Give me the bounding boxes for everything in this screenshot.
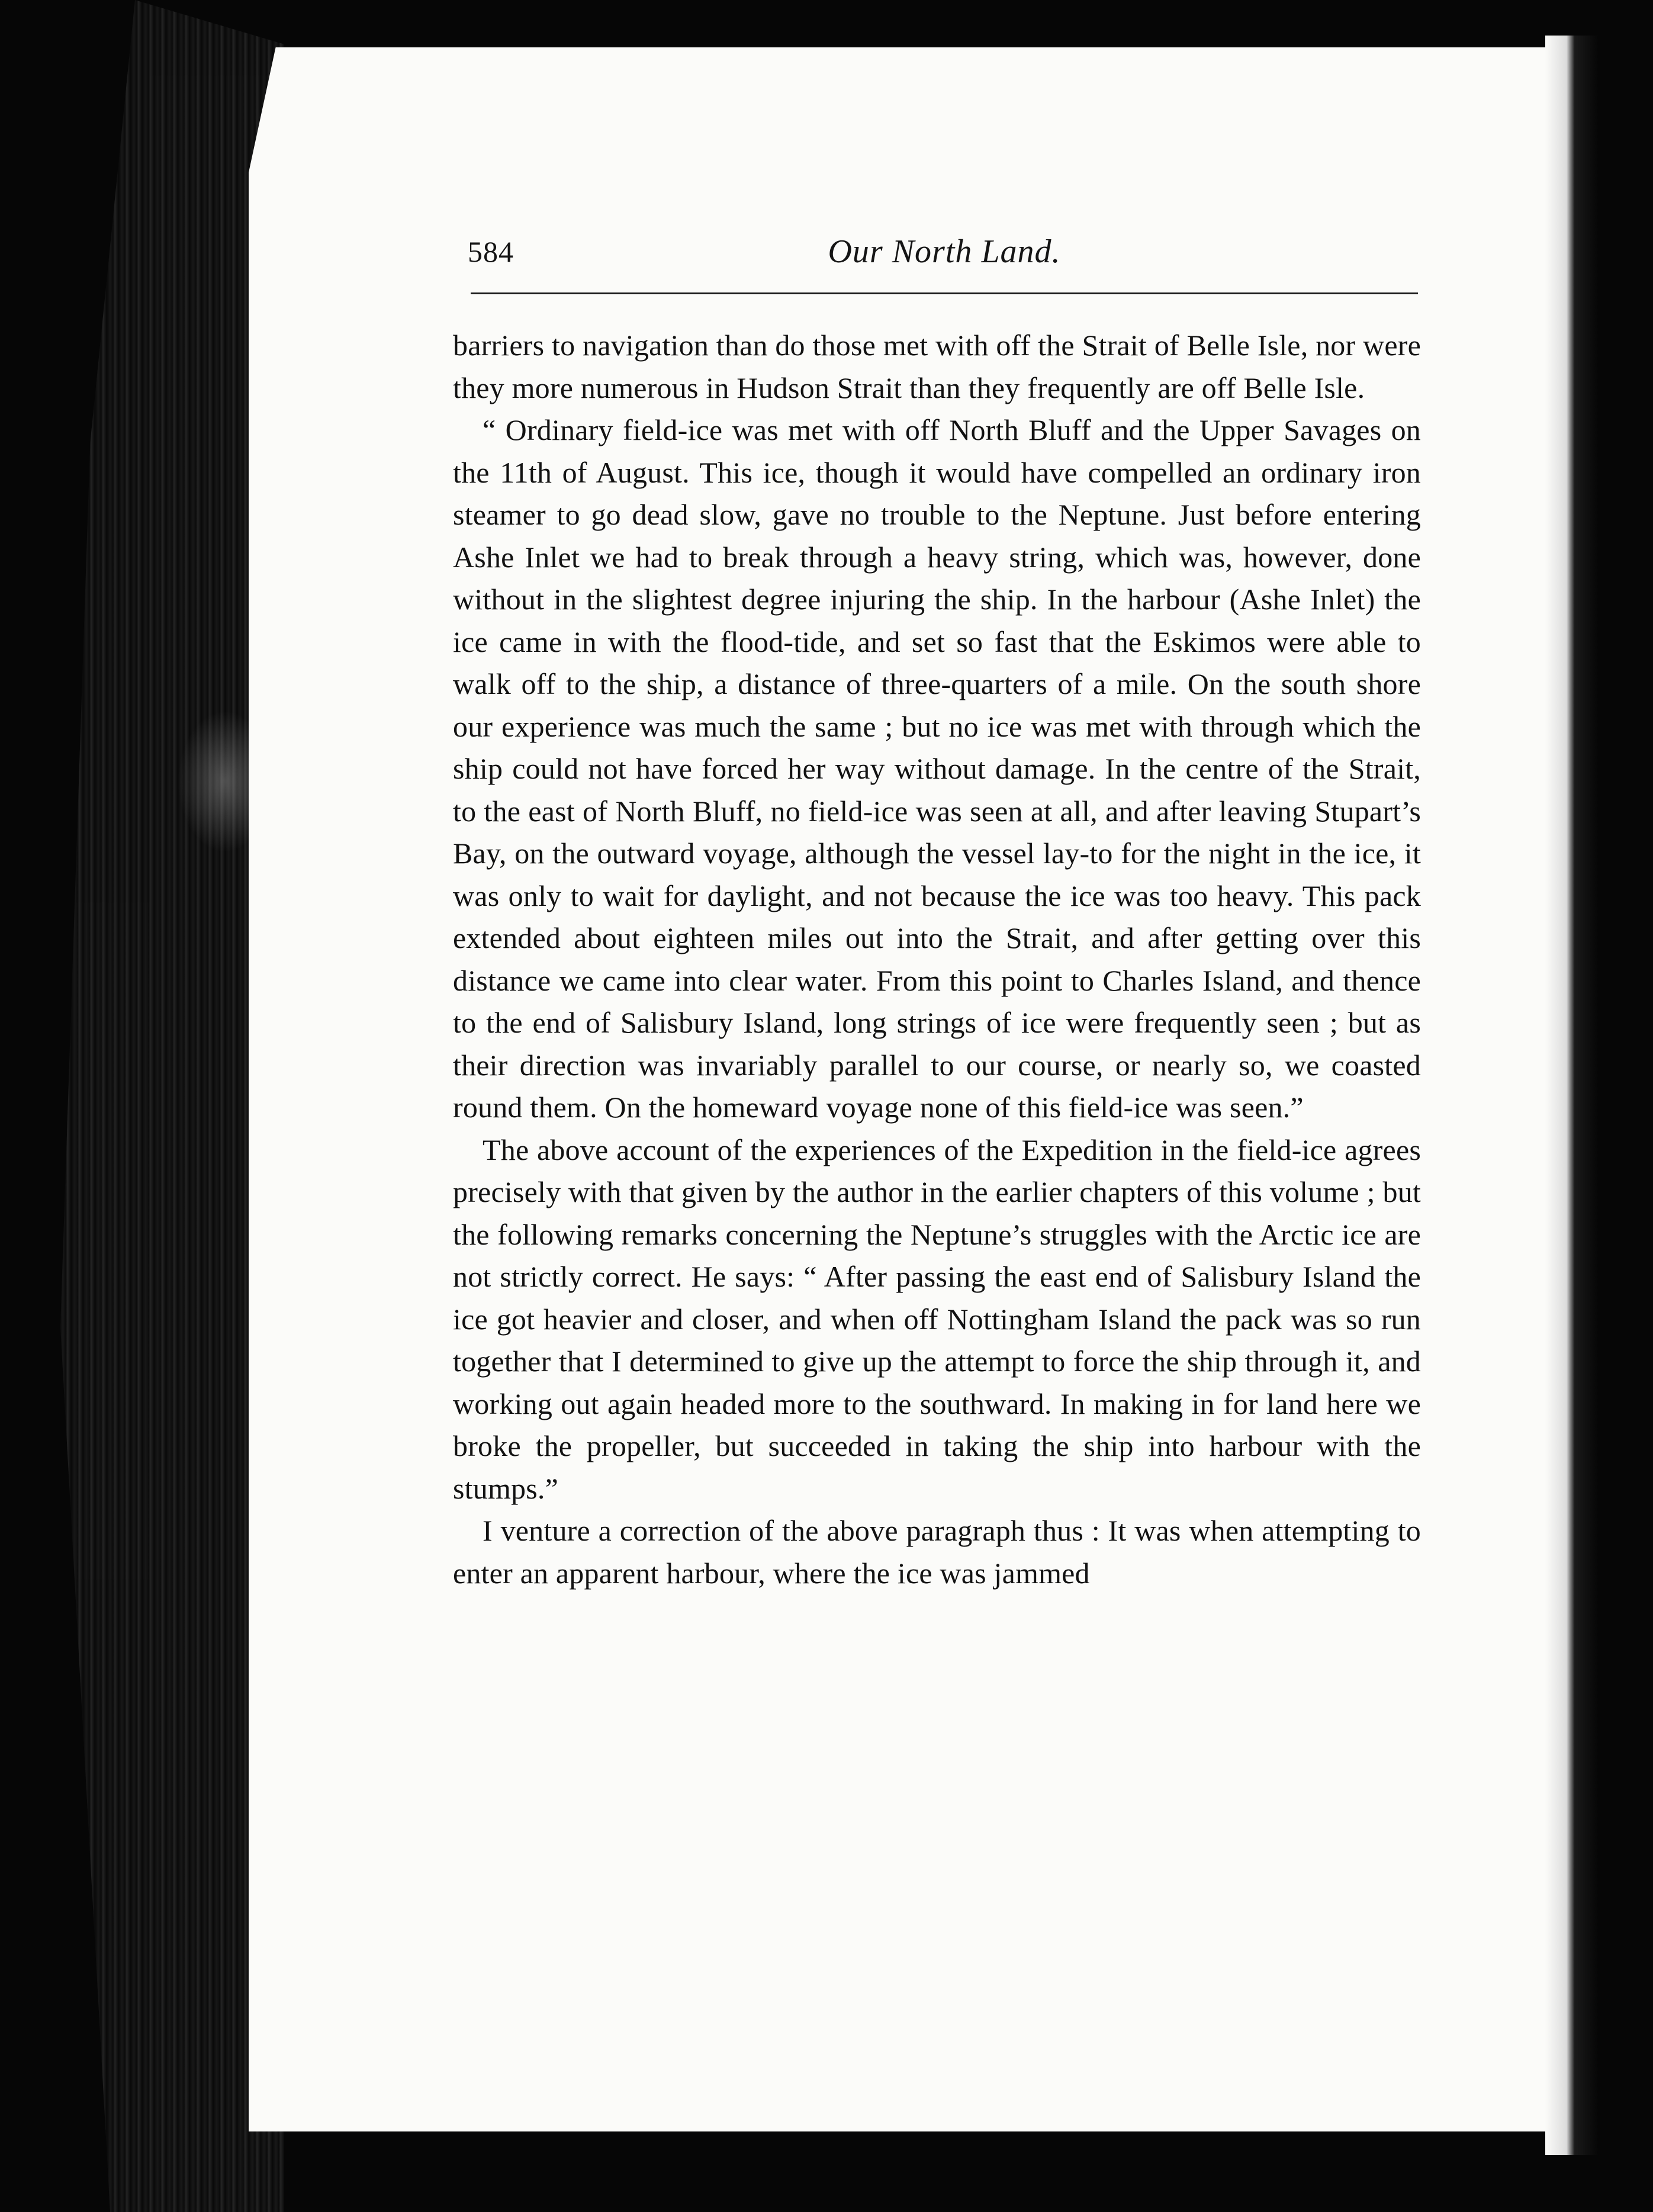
running-title: Our North Land.	[828, 233, 1061, 270]
paragraph-correction: I venture a correction of the above paragraph thus : It was when attempting to enter an apparent harbour, where the ice was jammed	[453, 1514, 1421, 1590]
paragraph-quotation: “ Ordinary field-ice was met with off North Bluff and the Upper Savages on the 11th of August. This ice, though it would have compelled an ordinary iron steamer to go dead slow, gave no trouble to the Neptune. Just before entering Ashe Inlet we had to break through a heavy string, which was, however, done without in the slightest degree injuring the ship. In the harbour (Ashe Inlet) the ice came in with the flood-tide, and set so fast that the Eskimos were able to walk off to the ship, a distance of three-quarters of a mile. On the south shore our experience was much the same ; but no ice was met with through which the ship could not have forced her way without damage. In the centre of the Strait, to the east of North Bluff, no field-ice was seen at all, and after leaving Stupart’s Bay, on the outward voyage, although the vessel lay-to for the night in the ice, it was only to wait for daylight, and not because the ice was too heavy. This pack extended about eighteen miles out into the Strait, and after getting over this distance we came into clear water. From this point to Charles Island, and thence to the end of Salisbury Island, long strings of ice were frequently seen ; but as their direction was invariably parallel to our course, or nearly so, we coasted round them. On the homeward voyage none of this field-ice was seen.”	[453, 413, 1421, 1124]
body-text	[453, 324, 1421, 1594]
header-rule	[471, 292, 1418, 294]
page-number: 584	[468, 235, 514, 268]
paragraph-continuation: barriers to navigation than do those met with off the Strait of Belle Isle, nor were they more numerous in Hudson Strait than they frequently are off Belle Isle.	[453, 329, 1421, 404]
paragraph-account: The above account of the experiences of the Expedition in the field-ice agrees precisely with that given by the author in the earlier chapters of this volume ; but the following remarks concerning the Neptune’s struggles with the Arctic ice are not strictly correct. He says: “ After passing the east end of Salisbury Island the ice got heavier and closer, and when off Nottingham Island the pack was so run together that I determined to give up the attempt to force the ship through it, and working out again headed more to the southward. In making in for land here we broke the propeller, but succeeded in taking the ship into harbour with the stumps.”	[453, 1133, 1421, 1505]
page-right-edge	[1545, 36, 1599, 2155]
running-head	[468, 228, 1421, 275]
